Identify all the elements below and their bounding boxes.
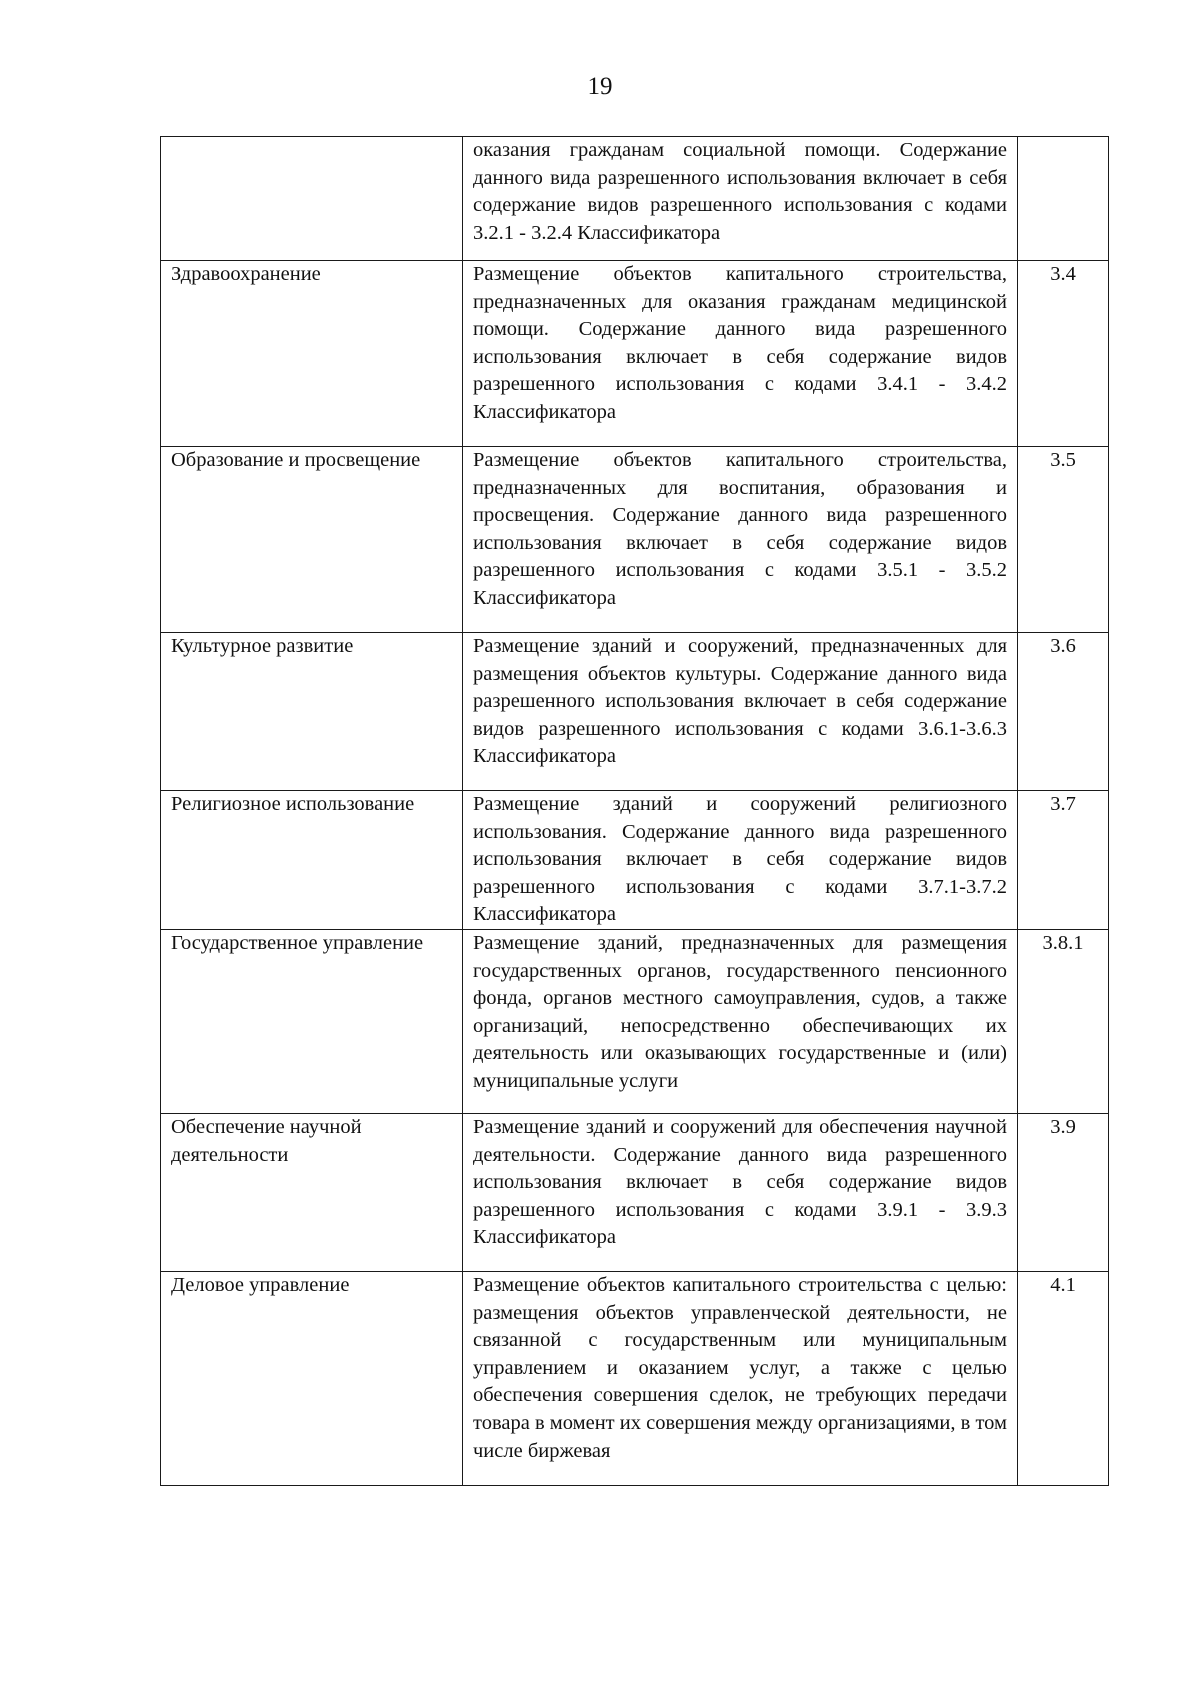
- table-row: [161, 1113, 1109, 1271]
- use-type-description: Размещение объектов капитального строительства с целью: размещения объектов управленческой деятельности, не связанной с государственным или муниципальным управлением и оказанием услуг, а также с целью обеспечения совершения сделок, не требующих передачи товара в момент их совершения между организациями, в том числе биржевая: [463, 1271, 1018, 1485]
- use-type-description: оказания гражданам социальной помощи. Содержание данного вида разрешенного использования включает в себя содержание видов разрешенного использования с кодами 3.2.1 - 3.2.4 Классификатора: [463, 137, 1018, 261]
- use-type-name: Религиозное использование: [161, 791, 463, 930]
- table-row: [161, 447, 1109, 633]
- use-type-code: 3.9: [1018, 1113, 1109, 1271]
- use-type-description: Размещение зданий, предназначенных для размещения государственных органов, государственного пенсионного фонда, органов местного самоуправления, судов, а также организаций, непосредственно обеспечивающих их деятельность или оказывающих государственные и (или) муниципальные услуги: [463, 929, 1018, 1113]
- table-row: [161, 929, 1109, 1113]
- use-type-code: 3.7: [1018, 791, 1109, 930]
- use-type-name: [161, 137, 463, 261]
- table-row: [161, 633, 1109, 791]
- use-type-description: Размещение зданий и сооружений для обеспечения научной деятельности. Содержание данного вида разрешенного использования включает в себя содержание видов разрешенного использования с кодами 3.9.1 - 3.9.3 Классификатора: [463, 1113, 1018, 1271]
- use-type-name: Образование и просвещение: [161, 447, 463, 633]
- use-type-name: Обеспечение научной деятельности: [161, 1113, 463, 1271]
- page-number: 19: [587, 73, 613, 100]
- use-type-code: 4.1: [1018, 1271, 1109, 1485]
- use-type-name: Государственное управление: [161, 929, 463, 1113]
- use-type-code: [1018, 137, 1109, 261]
- use-type-code: 3.6: [1018, 633, 1109, 791]
- use-type-description: Размещение объектов капитального строительства, предназначенных для оказания гражданам медицинской помощи. Содержание данного вида разрешенного использования включает в себя содержание видов разрешенного использования с кодами 3.4.1 - 3.4.2 Классификатора: [463, 261, 1018, 447]
- use-type-name: Культурное развитие: [161, 633, 463, 791]
- use-type-name: Деловое управление: [161, 1271, 463, 1485]
- table-row: [161, 791, 1109, 930]
- use-type-code: 3.4: [1018, 261, 1109, 447]
- use-type-description: Размещение объектов капитального строительства, предназначенных для воспитания, образования и просвещения. Содержание данного вида разрешенного использования включает в себя содержание видов разрешенного использования с кодами 3.5.1 - 3.5.2 Классификатора: [463, 447, 1018, 633]
- land-use-table: [160, 136, 1109, 1486]
- use-type-name: Здравоохранение: [161, 261, 463, 447]
- table-row: [161, 137, 1109, 261]
- use-type-code: 3.5: [1018, 447, 1109, 633]
- use-type-description: Размещение зданий и сооружений, предназначенных для размещения объектов культуры. Содержание данного вида разрешенного использования включает в себя содержание видов разрешенного использования с кодами 3.6.1-3.6.3 Классификатора: [463, 633, 1018, 791]
- use-type-code: 3.8.1: [1018, 929, 1109, 1113]
- table-row: [161, 1271, 1109, 1485]
- table-row: [161, 261, 1109, 447]
- use-type-description: Размещение зданий и сооружений религиозного использования. Содержание данного вида разрешенного использования включает в себя содержание видов разрешенного использования с кодами 3.7.1-3.7.2 Классификатора: [463, 791, 1018, 930]
